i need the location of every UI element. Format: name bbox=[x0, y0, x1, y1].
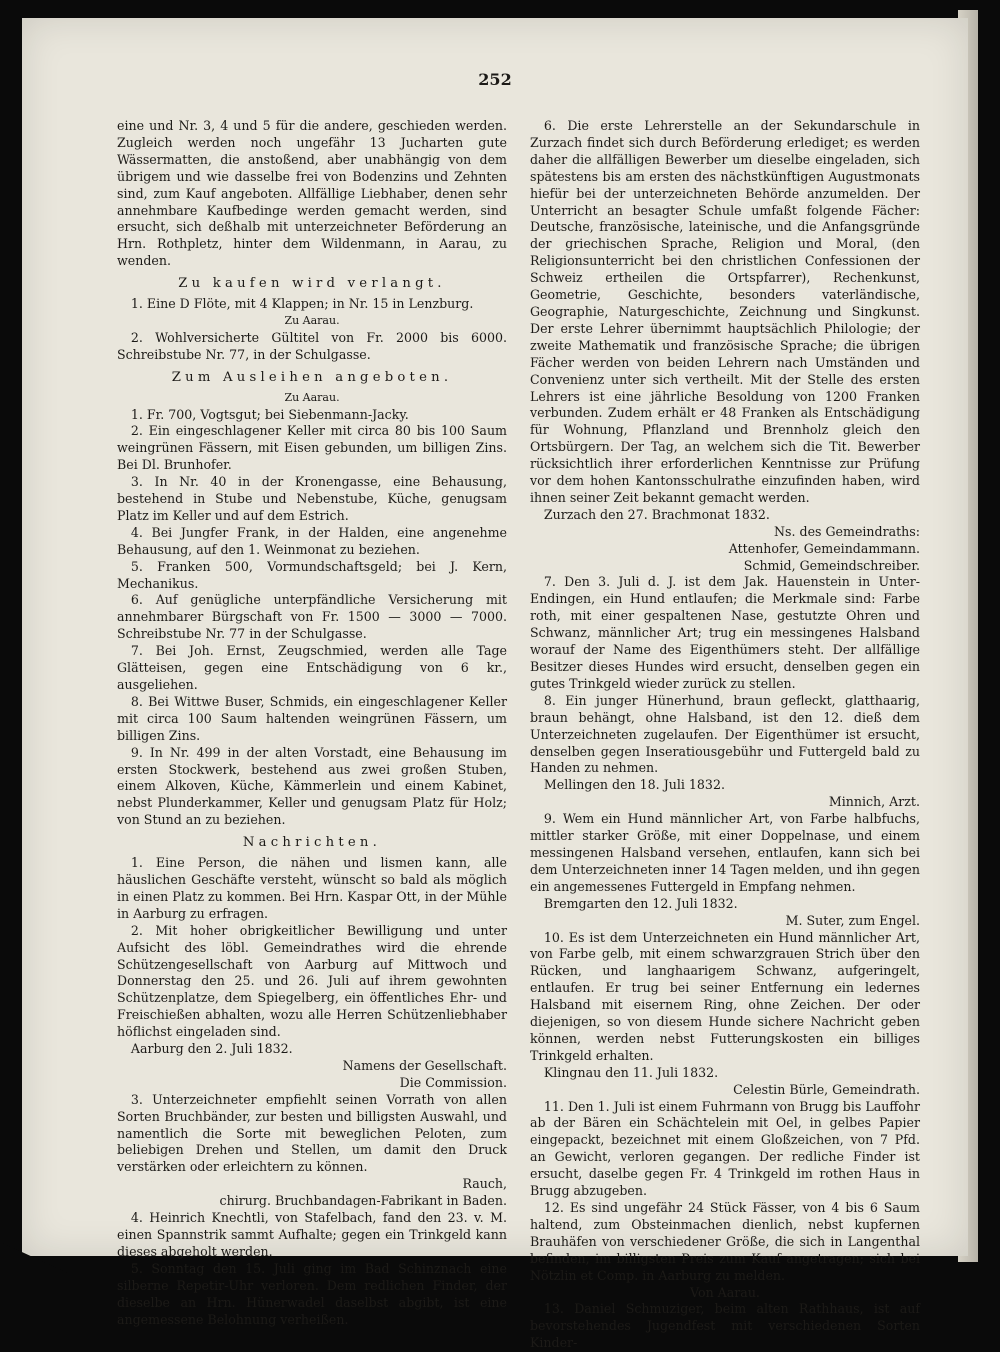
signature-line: Namens der Gesellschaft. bbox=[342, 1057, 507, 1073]
notice-item: Klingnau den 11. Juli 1832. bbox=[543, 1064, 719, 1080]
notice-item: 5. Franken 500, Vormundschaftsgeld; bei J. Kern, Mechanikus. bbox=[117, 558, 507, 591]
notice-item: 1. Eine Person, die nähen und lismen kann, alle häuslichen Geschäfte versteht, wünscht so bald als möglich in einen Platz zu kommen. Bei Hrn. Kaspar Ott, in der Mühle in Aarburg zu erfragen. bbox=[117, 855, 507, 921]
notice-item: 4. Bei Jungfer Frank, in der Halden, eine angenehme Behausung, auf den 1. Weinmonat zu beziehen. bbox=[117, 524, 507, 557]
signature-line: Die Commission. bbox=[399, 1074, 507, 1090]
notice-item: 9. Wem ein Hund männlicher Art, von Farbe halbfuchs, mittler starker Größe, mit einer Doppelnase, und einem messingenen Halsband versehen, entlaufen, kann sich bei dem Unterzeichneten inner 14 Tagen melden, und ihn gegen ein angemessenes Futtergeld in Empfang nehmen. bbox=[530, 811, 920, 894]
section-heading: Zum Ausleihen angeboten. bbox=[171, 369, 453, 385]
newspaper-page bbox=[22, 18, 968, 1351]
notice-item: 11. Den 1. Juli ist einem Fuhrmann von Brugg bis Lauffohr ab der Bären ein Schächtelein mit Oel, in gelbes Papier eingepackt, bezeichnet mit einem Gloßzeichen, von 7 Pfd. an Gewicht, verloren gegangen. Der redliche Finder ist ersucht, daselbe gegen Fr. 4 Trinkgeld im rothen Haus in Brugg abzugeben. bbox=[530, 1098, 920, 1199]
left-column bbox=[117, 118, 507, 1328]
signature-line: Ns. des Gemeindraths: bbox=[774, 523, 920, 539]
notice-item: 7. Den 3. Juli d. J. ist dem Jak. Hauenstein in Unter-Endingen, ein Hund entlaufen; die Merkmale sind: Farbe roth, mit einer gespaltenen Nase, gestutzte Ohren und Schwanz, männlicher Art; trug ein messingenes Halsband worauf der Name des Eigenthümers steht. Der allfällige Besitzer dieses Hundes wird ersucht, denselben gegen ein gutes Trinkgeld wieder zurück zu stellen. bbox=[530, 574, 920, 691]
page-number: 252 bbox=[478, 70, 512, 89]
paragraph: eine und Nr. 3, 4 und 5 für die andere, geschieden werden. Zugleich werden noch ungefähr 13 Jucharten gute Wässermatten, die anstoßend, aber unabhängig von dem übrigem und wie dasselbe frei von Bodenzins und Zehnten sind, zum Kauf angeboten. Allfällige Liebhaber, denen sehr annehmbare Kaufbedinge werden gemacht werden, sind ersucht, sich deßhalb mit unterzeichneter Beförderung an Hrn. Rothpletz, hinter dem Wildenmann, in Aarau, zu wenden. bbox=[117, 118, 507, 269]
notice-item: 8. Ein junger Hünerhund, braun gefleckt, glatthaarig, braun behängt, ohne Halsband, ist den 12. dieß dem Unterzeichneten zugelaufen. Der Eigenthümer ist ersucht, denselben gegen Inseratiousgebühr und Futtergeld bald zu Handen zu nehmen. bbox=[530, 692, 920, 776]
signature-line: M. Suter, zum Engel. bbox=[785, 912, 920, 928]
notice-item: 1. Eine D Flöte, mit 4 Klappen; in Nr. 15 in Lenzburg. bbox=[130, 296, 474, 312]
notice-item: 4. Heinrich Knechtli, von Stafelbach, fand den 23. v. M. einen Spannstrik sammt Aufhalte; gegen ein Trinkgeld kann dieses abgeholt werden. bbox=[117, 1210, 507, 1259]
place-subheading: Zu Aarau. bbox=[284, 390, 340, 404]
notice-item: 6. Die erste Lehrerstelle an der Sekundarschule in Zurzach findet sich durch Beförderung erlediget; es werden daher die allfälligen Bewerber um dieselbe eingeladen, sich spätestens bis am ersten des nächstkünftigen Augustmonats hiefür bei der unterzeichneten Behörde anzumelden. Der Unterricht an besagter Schule umfaßt folgende Fächer: Deutsche, französische, lateinische, und die Anfangsgründe der griechischen Sprache, Religion und Moral, (den Religionsunterricht bei den christlichen Confessionen der Schweiz ertheilen die Ortspfarrer), Rechenkunst, Geometrie, Geschichte, besonders vaterländische, Geographie, Naturgeschichte, Zeichnung und Singkunst. Der erste Lehrer übernimmt hauptsächlich Philologie; der zweite Mathematik und französische Sprache; die übrigen Fächer werden von beiden Lehrern nach Umständen und Convenienz unter sich vertheilt. Mit der Stelle des ersten Lehrers ist eine jährliche Besoldung von 1200 Franken verbunden. Zudem erhält er 48 Franken als Entschädigung für Wohnung, Pflanzland und Brennholz gleich den Ortsbürgern. Der Tag, an welchem sich die Tit. Bewerber rücksichtlich ihrer erforderlichen Kenntnisse zur Prüfung vor dem hohen Kantonsschulrathe einzufinden haben, wird ihnen seiner Zeit bekannt gemacht werden. bbox=[530, 118, 920, 505]
signature-line: Schmid, Gemeindschreiber. bbox=[743, 557, 920, 573]
notice-item: 8. Bei Wittwe Buser, Schmids, ein eingeschlagener Keller mit circa 100 Saum haltenden weingrünen Fässern, um billigen Zins. bbox=[117, 693, 507, 743]
place-subheading: Zu Aarau. bbox=[284, 313, 340, 327]
signature-line: chirurg. Bruchbandagen-Fabrikant in Baden. bbox=[219, 1193, 507, 1209]
signature-line: Rauch, bbox=[462, 1176, 507, 1192]
notice-item: Bremgarten den 12. Juli 1832. bbox=[543, 895, 738, 911]
notice-item: 7. Bei Joh. Ernst, Zeugschmied, werden alle Tage Glätteisen, gegen eine Entschädigung von 6 kr., ausgeliehen. bbox=[117, 643, 507, 692]
right-column bbox=[530, 118, 920, 1352]
place-subheading: Von Aarau. bbox=[690, 1284, 760, 1300]
notice-item: Aarburg den 2. Juli 1832. bbox=[130, 1041, 293, 1057]
notice-item: 12. Es sind ungefähr 24 Stück Fässer, von 4 bis 6 Saum haltend, zum Obsteinmachen dienlich, nebst kupfernen Brauhäfen von verschiedener Größe, die sich in Langenthal befinden, im billigsten Preis zum Kauf angetragen; sich bei Nötzlin et Comp. in Aarburg zu melden. bbox=[530, 1200, 920, 1283]
notice-item: 13. Daniel Schmuziger, beim alten Rathhaus, ist auf bevorstehendes Jugendfest mit verschiedenen Sorten Kinder- bbox=[530, 1301, 920, 1351]
section-heading: Nachrichten. bbox=[242, 835, 382, 851]
notice-item: Zurzach den 27. Brachmonat 1832. bbox=[543, 506, 770, 522]
notice-item: 1. Fr. 700, Vogtsgut; bei Siebenmann-Jacky. bbox=[130, 406, 409, 422]
notice-item: 2. Ein eingeschlagener Keller mit circa 80 bis 100 Saum weingrünen Fässern, mit Eisen gebunden, um billigen Zins. Bei Dl. Brunhofer. bbox=[117, 423, 507, 473]
notice-item: Mellingen den 18. Juli 1832. bbox=[543, 777, 725, 793]
signature-line: Attenhofer, Gemeindammann. bbox=[728, 540, 920, 556]
notice-item: 6. Auf genügliche unterpfändliche Versicherung mit annehmbarer Bürgschaft von Fr. 1500 — 3000 — 7000. Schreibstube Nr. 77 in der Schulgasse. bbox=[117, 592, 507, 642]
notice-item: 2. Wohlversicherte Gültitel von Fr. 2000 bis 6000. Schreibstube Nr. 77, in der Schulgasse. bbox=[117, 329, 507, 362]
notice-item: 2. Mit hoher obrigkeitlicher Bewilligung und unter Aufsicht des löbl. Gemeindrathes wird die ehrende Schützengesellschaft von Aarburg auf Mittwoch und Donnerstag den 25. und 26. Juli auf ihrem gewohnten Schützenplatze, dem Spiegelberg, ein öffentliches Ehr- und Freischießen abhalten, wozu alle Herren Schützenliebhaber höflichst eingeladen sind. bbox=[117, 922, 507, 1040]
section-heading: Zu kaufen wird verlangt. bbox=[178, 276, 446, 292]
signature-line: Celestin Bürle, Gemeindrath. bbox=[733, 1081, 920, 1097]
notice-item: 10. Es ist dem Unterzeichneten ein Hund männlicher Art, von Farbe gelb, mit einem schwarzgrauen Strich über den Rücken, und langhaarigem Schwanz, aufgeringelt, entlaufen. Er trug bei seiner Entfernung ein ledernes Halsband mit eisernem Ring, ohne Zeichen. Der oder diejenigen, so von diesem Hunde sichere Nachricht geben können, werden nebst Futterungskosten ein billiges Trinkgeld erhalten. bbox=[530, 929, 920, 1063]
signature-line: Minnich, Arzt. bbox=[828, 794, 920, 810]
notice-item: 3. In Nr. 40 in der Kronengasse, eine Behausung, bestehend in Stube und Nebenstube, Küche, genugsam Platz im Keller und auf dem Estrich. bbox=[117, 474, 507, 523]
notice-item: 5. Sonntag den 15. Juli ging im Bad Schinznach eine silberne Repetir-Uhr verloren. Dem redlichen Finder, der dieselbe an Hrn. Hünerwadel daselbst abgibt, ist eine angemessene Belohnung verheißen. bbox=[117, 1260, 507, 1327]
notice-item: 9. In Nr. 499 in der alten Vorstadt, eine Behausung im ersten Stockwerk, bestehend aus zwei großen Stuben, einem Alkoven, Küche, Kämmerlein und einem Kabinet, nebst Plunderkammer, Keller und genugsam Platz für Holz; von Stund an zu beziehen. bbox=[117, 744, 507, 828]
notice-item: 3. Unterzeichneter empfiehlt seinen Vorrath von allen Sorten Bruchbänder, zur besten und billigsten Auswahl, und namentlich die Sorte mit beweglichen Peloten, zum beliebigen Drehen und Stellen, um damit den Druck verstärken oder erleichtern zu können. bbox=[117, 1091, 507, 1175]
